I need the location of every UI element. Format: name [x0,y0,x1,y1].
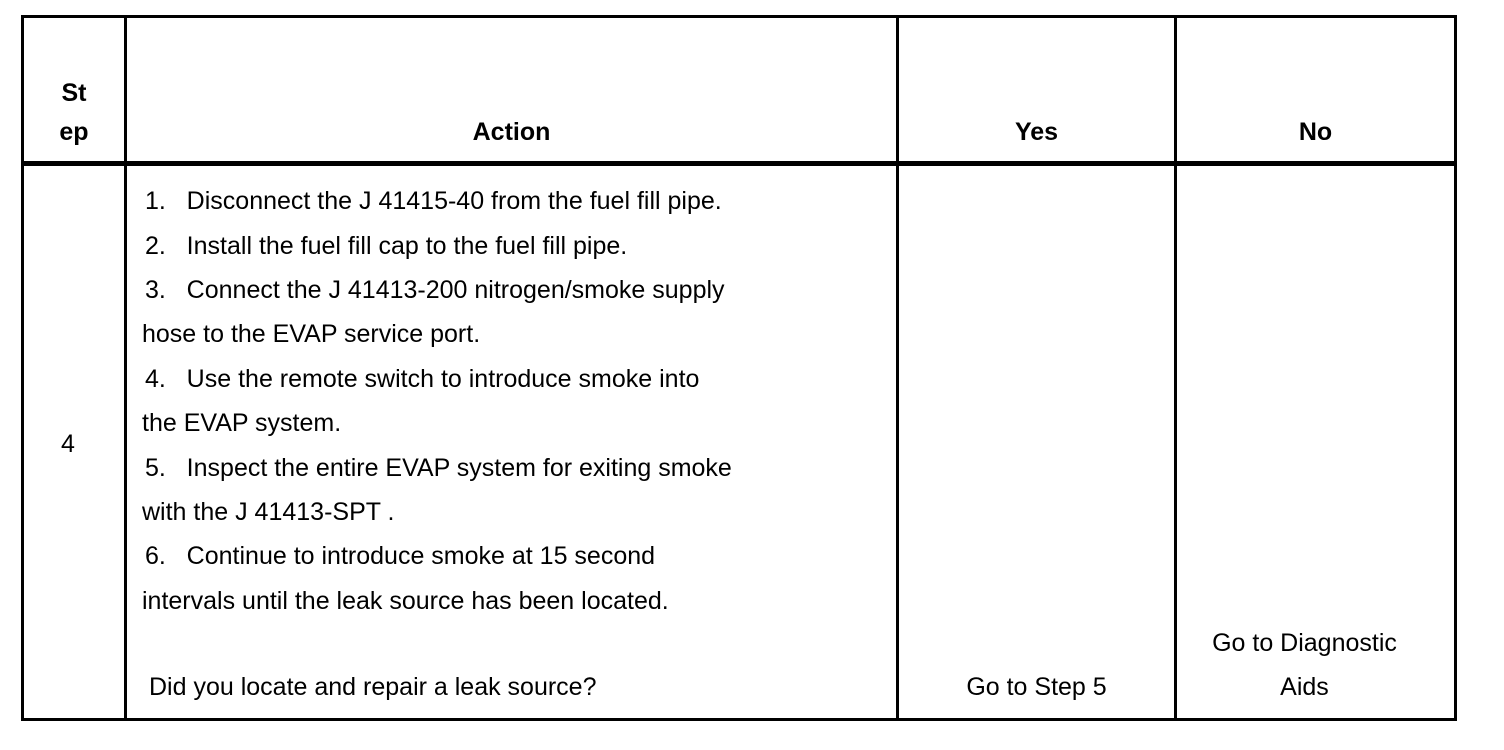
action-question: Did you locate and repair a leak source? [149,673,597,701]
header-yes: Yes [1014,118,1059,146]
no-result-line1: Go to Diagnostic [1212,629,1397,657]
header-step-line2: ep [59,118,89,146]
action-line-5: 4. Use the remote switch to introduce smoke into [145,365,700,393]
action-line-4: hose to the EVAP service port. [142,320,481,348]
action-line-6: the EVAP system. [142,409,342,437]
action-line-9: 6. Continue to introduce smoke at 15 second [145,542,656,570]
action-line-1: 1. Disconnect the J 41415-40 from the fuel fill pipe. [145,187,722,215]
step-number: 4 [61,430,75,458]
action-line-3: 3. Connect the J 41413-200 nitrogen/smoke supply [145,276,725,304]
diagnostic-table [21,15,1457,721]
header-no: No [1298,118,1333,146]
action-line-2: 2. Install the fuel fill cap to the fuel fill pipe. [145,232,628,260]
yes-result: Go to Step 5 [966,673,1107,701]
action-line-10: intervals until the leak source has been located. [142,587,669,615]
header-action: Action [472,118,551,146]
no-result-line2: Aids [1280,673,1329,701]
action-line-8: with the J 41413-SPT . [142,498,395,526]
header-step-line1: St [61,79,87,107]
header-divider [24,161,1454,166]
action-line-7: 5. Inspect the entire EVAP system for exiting smoke [145,454,732,482]
